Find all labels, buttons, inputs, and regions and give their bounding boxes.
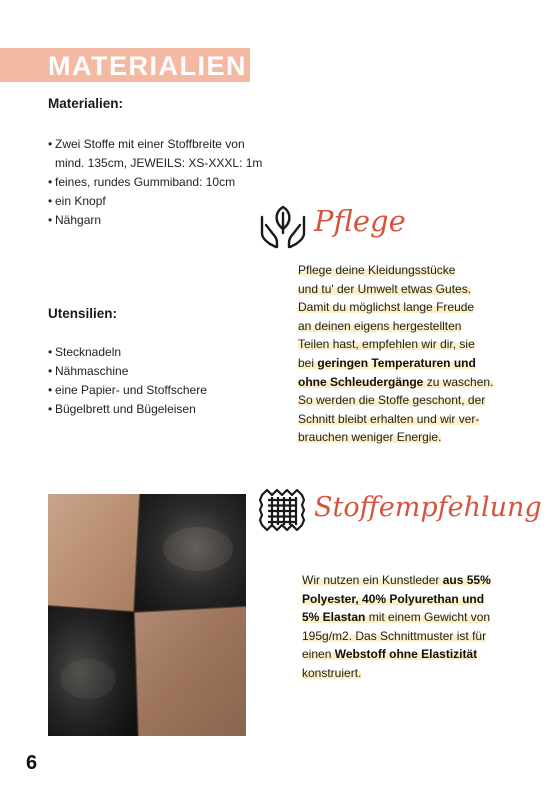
tools-list bbox=[48, 343, 207, 419]
care-emphasis: ohne Schleudergänge bbox=[298, 374, 424, 389]
fabric-emphasis: aus 55% bbox=[442, 573, 491, 587]
care-line: bei bbox=[298, 355, 318, 370]
page-title: MATERIALIEN bbox=[48, 51, 247, 81]
fabric-emphasis: 5% Elastan bbox=[302, 610, 366, 625]
fabric-line: einen bbox=[302, 647, 335, 662]
fabric-paragraph bbox=[302, 571, 537, 683]
list-item: • Nähgarn bbox=[48, 211, 262, 230]
fabric-emphasis: Polyester, 40% Polyurethan und bbox=[302, 591, 485, 606]
list-item: • eine Papier- und Stoffschere bbox=[48, 381, 207, 400]
list-item: mind. 135cm, JEWEILS: XS-XXXL: 1m bbox=[55, 156, 263, 170]
care-line: brauchen weniger Energie. bbox=[298, 430, 442, 445]
fabric-mesh-icon bbox=[258, 487, 308, 533]
care-paragraph bbox=[298, 261, 538, 447]
care-line: Teilen hast, empfehlen wir dir, sie bbox=[298, 337, 475, 352]
fabric-line: 195g/m2. Das Schnittmuster ist für bbox=[302, 628, 487, 643]
list-item: • Stecknadeln bbox=[48, 343, 207, 362]
list-item: • Nähmaschine bbox=[48, 362, 207, 381]
fabric-title: Stoffempfehlung bbox=[314, 492, 542, 523]
fabric-line: konstruiert. bbox=[302, 665, 362, 680]
fabric-line: mit einem Gewicht von bbox=[365, 610, 491, 625]
care-line: Damit du möglichst lange Freude bbox=[298, 300, 475, 315]
care-line: an deinen eigens hergestellten bbox=[298, 318, 462, 333]
care-line: Pflege deine Kleidungsstücke bbox=[298, 263, 456, 277]
care-line: Schnitt bleibt erhalten und wir ver- bbox=[298, 411, 480, 426]
care-line: und tu' der Umwelt etwas Gutes. bbox=[298, 281, 472, 296]
fabric-line: Wir nutzen ein Kunstleder bbox=[302, 573, 443, 587]
hands-leaf-icon bbox=[258, 203, 308, 249]
care-line: zu waschen. bbox=[423, 374, 494, 389]
care-line: So werden die Stoffe geschont, der bbox=[298, 393, 486, 408]
list-item: • feines, rundes Gummiband: 10cm bbox=[48, 173, 262, 192]
care-emphasis: geringen Temperaturen und bbox=[317, 355, 476, 370]
list-item: • Bügelbrett und Bügeleisen bbox=[48, 400, 207, 419]
materials-heading: Materialien: bbox=[48, 96, 124, 111]
list-item: • Zwei Stoffe mit einer Stoffbreite von bbox=[48, 135, 262, 154]
list-item: • ein Knopf bbox=[48, 192, 262, 211]
fabric-emphasis: Webstoff ohne Elastizität bbox=[334, 647, 478, 662]
page-number: 6 bbox=[26, 752, 38, 774]
tools-heading: Utensilien: bbox=[48, 306, 118, 321]
fabric-photo bbox=[48, 494, 246, 736]
materials-list bbox=[48, 135, 262, 230]
care-title: Pflege bbox=[314, 204, 406, 238]
